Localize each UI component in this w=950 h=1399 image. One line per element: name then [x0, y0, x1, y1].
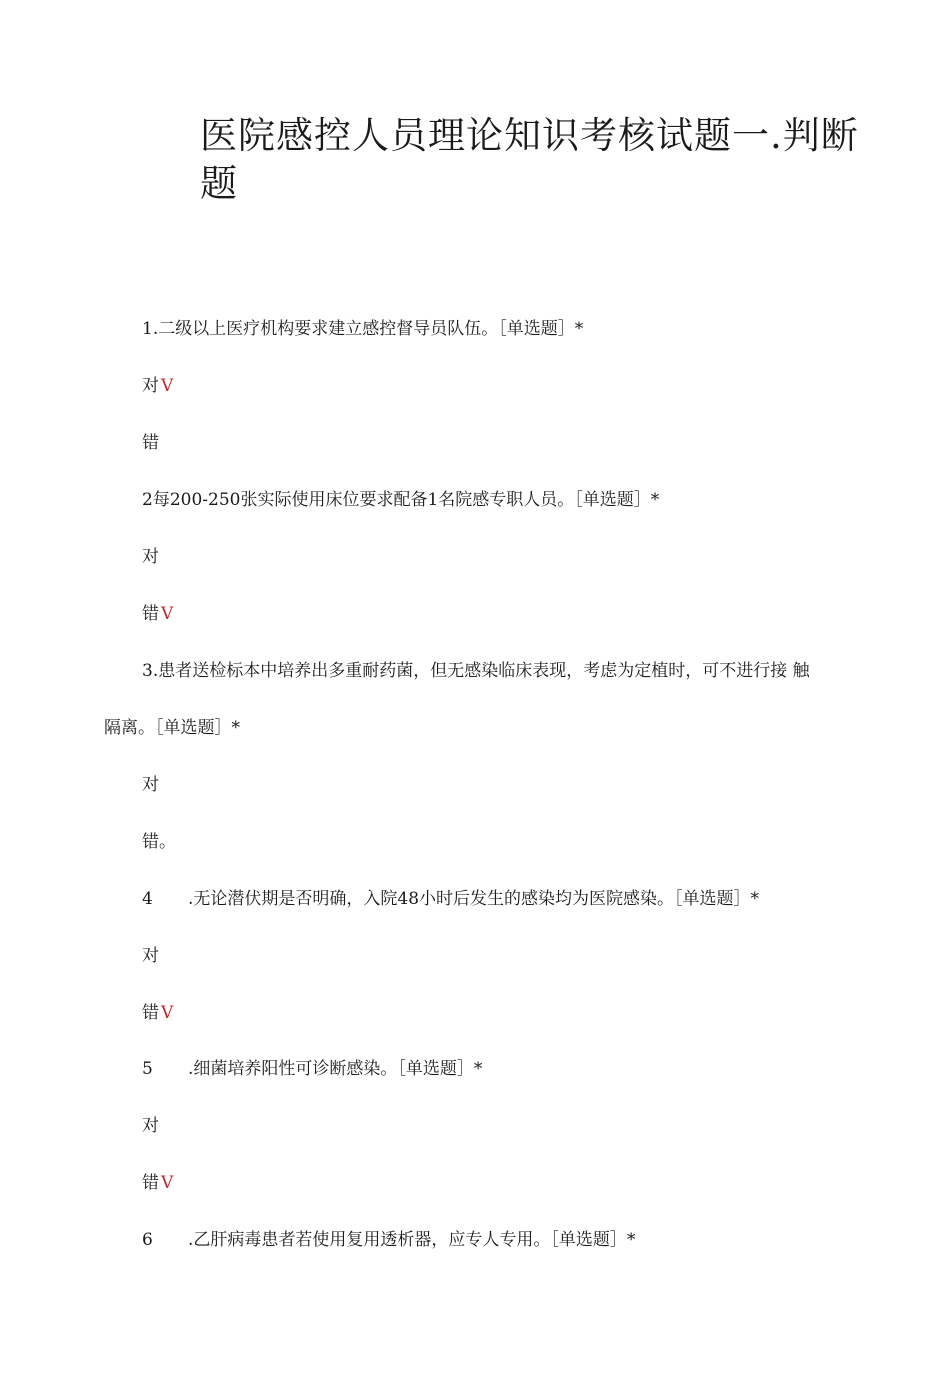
- question-5-option-wrong[interactable]: [142, 1171, 173, 1195]
- question-4-option-correct[interactable]: [142, 944, 159, 968]
- check-mark: V: [161, 376, 174, 396]
- question-4-option-wrong[interactable]: [142, 1001, 173, 1025]
- question-2-option-correct[interactable]: [142, 545, 159, 569]
- question-body: .乙肝病毒患者若使用复用透析器，应专人专用。［单选题］*: [188, 1230, 636, 1250]
- question-body: .无论潜伏期是否明确，入院48小时后发生的感染均为医院感染。［单选题］*: [188, 889, 760, 909]
- question-3-text-line1: 3.患者送检标本中培养出多重耐药菌，但无感染临床表现，考虑为定植时，可不进行接 触: [142, 661, 810, 681]
- option-label: 对: [142, 1116, 159, 1136]
- option-label: 错: [142, 1173, 159, 1193]
- question-4-text: [142, 887, 759, 911]
- question-body: .细菌培养阳性可诊断感染。［单选题］*: [188, 1059, 483, 1079]
- page-title: 医院感控人员理论知识考核试题一.判断题: [200, 114, 859, 205]
- question-3-text-line2: 隔离。［单选题］*: [104, 718, 240, 738]
- option-label: 对: [142, 547, 159, 567]
- question-3-option-wrong[interactable]: [142, 830, 176, 854]
- option-label: 错: [142, 433, 159, 453]
- option-label: 对: [142, 946, 159, 966]
- question-1-option-correct[interactable]: [142, 374, 173, 398]
- option-label: 错。: [142, 832, 176, 852]
- question-2-option-wrong[interactable]: [142, 602, 173, 626]
- option-label: 错: [142, 1003, 159, 1023]
- question-1-option-wrong[interactable]: [142, 431, 159, 455]
- question-number: 5: [142, 1059, 153, 1079]
- check-mark: V: [161, 1003, 174, 1023]
- check-mark: V: [161, 604, 174, 624]
- question-number: 4: [142, 889, 153, 909]
- question-number: 6: [142, 1230, 153, 1250]
- question-1-text: 1.二级以上医疗机构要求建立感控督导员队伍。［单选题］*: [142, 319, 584, 339]
- question-2-text: 2每200-250张实际使用床位要求配备1名院感专职人员。［单选题］*: [142, 490, 660, 510]
- question-6-text: [142, 1228, 635, 1252]
- option-label: 对: [142, 775, 159, 795]
- question-5-text: [142, 1057, 482, 1081]
- question-3-option-correct[interactable]: [142, 773, 159, 797]
- question-5-option-correct[interactable]: [142, 1114, 159, 1138]
- option-label: 错: [142, 604, 159, 624]
- option-label: 对: [142, 376, 159, 396]
- check-mark: V: [161, 1173, 174, 1193]
